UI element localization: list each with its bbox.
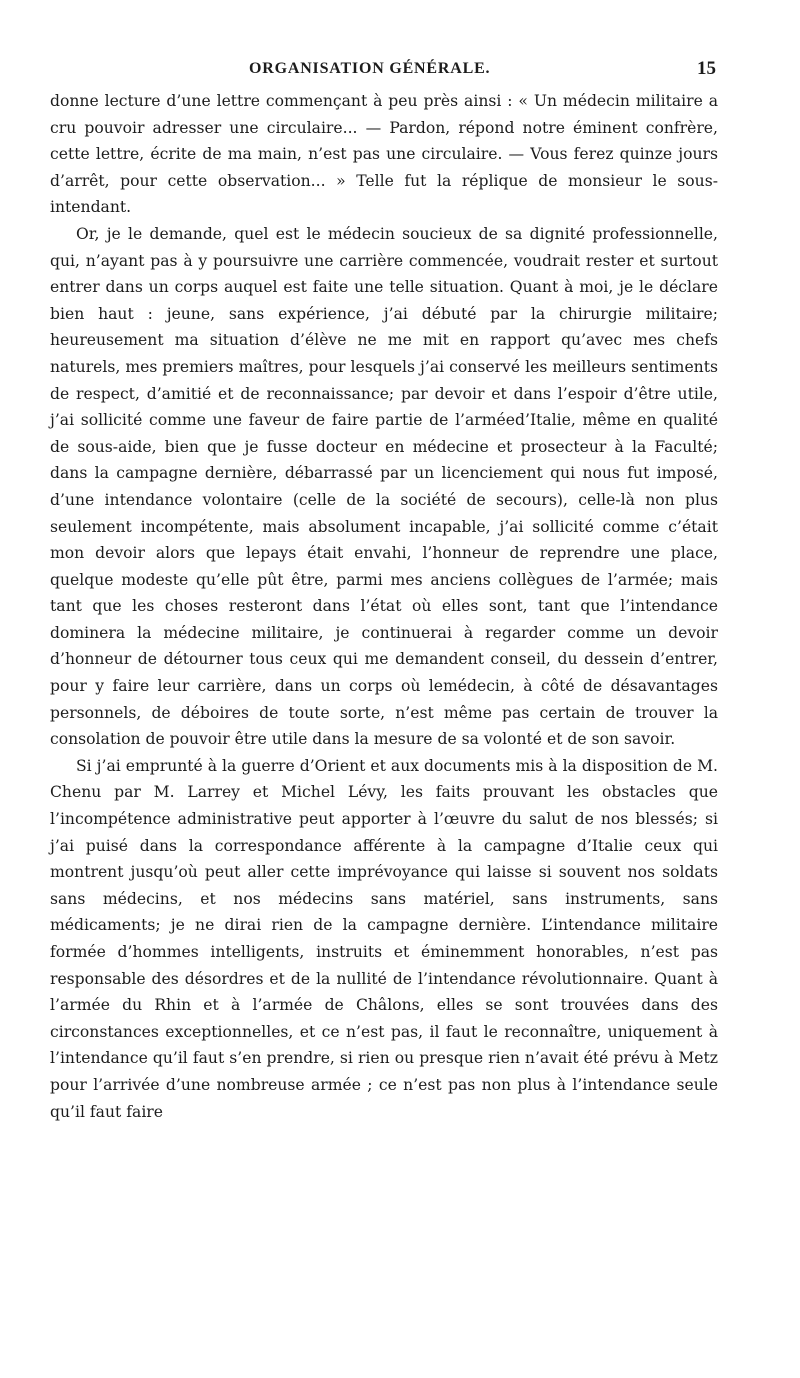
running-title: ORGANISATION GÉNÉRALE. [249, 60, 491, 77]
page-number: 15 [697, 58, 716, 79]
paragraph: donne lecture d’une lettre commençant à peu près ainsi : « Un médecin militaire a cru pouvoir adresser une circulaire... — Pardon, répond notre éminent confrère, cette lettre, écrite de ma main, n’est pas une circulaire. — Vous ferez quinze jours d’arrêt, pour cette observation... » Telle fut la réplique de monsieur le sous-intendant. [50, 92, 718, 217]
running-head [50, 58, 718, 88]
page-content [50, 58, 718, 1125]
paragraph: Si j’ai emprunté à la guerre d’Orient et aux documents mis à la disposition de M. Chenu par M. Larrey et Michel Lévy, les faits prouvant les obstacles que l’incompétence administrative peut apporter à l’œuvre du salut de nos blessés; si j’ai puisé dans la correspondance afférente à la campagne d’Italie ceux qui montrent jusqu’où peut aller cette imprévoyance qui laisse si souvent nos soldats sans médecins, et nos médecins sans matériel, sans instruments, sans médicaments; je ne dirai rien de la campagne dernière. L’intendance militaire formée d’hommes intelligents, instruits et éminemment honorables, n’est pas responsable des désordres et de la nullité de l’intendance révolutionnaire. Quant à l’armée du Rhin et à l’armée de Châlons, elles se sont trouvées dans des circonstances exceptionnelles, et ce n’est pas, il faut le reconnaître, uniquement à l’intendance qu’il faut s’en prendre, si rien ou presque rien n’avait été prévu à Metz pour l’arrivée d’une nombreuse armée ; ce n’est pas non plus à l’intendance seule qu’il faut faire [50, 756, 718, 1121]
paragraph: Or, je le demande, quel est le médecin soucieux de sa dignité professionnelle, qui, n’ayant pas à y poursuivre une carrière commencée, voudrait rester et surtout entrer dans un corps auquel est faite une telle situation. Quant à moi, je le déclare bien haut : jeune, sans expérience, j’ai débuté par la chirurgie militaire; heureusement ma situation d’élève ne me mit en rapport qu’avec mes chefs naturels, mes premiers maîtres, pour lesquels j’ai conservé les meilleurs sentiments de respect, d’amitié et de reconnaissance; par devoir et dans l’espoir d’être utile, j’ai sollicité comme une faveur de faire partie de l’arméed’Italie, même en qualité de sous-aide, bien que je fusse docteur en médecine et prosecteur à la Faculté; dans la campagne dernière, débarrassé par un licenciement qui nous fut imposé, d’une intendance volontaire (celle de la société de secours), celle-là non plus seulement incompétente, mais absolument incapable, j’ai sollicité comme c’était mon devoir alors que lepays était envahi, l’honneur de reprendre une place, quelque modeste qu’elle pût être, parmi mes anciens collègues de l’armée; mais tant que les choses resteront dans l’état où elles sont, tant que l’intendance dominera la médecine militaire, je continuerai à regarder comme un devoir d’honneur de détourner tous ceux qui me demandent conseil, du dessein d’entrer, pour y faire leur carrière, dans un corps où lemédecin, à côté de désavantages personnels, de déboires de toute sorte, n’est même pas certain de trouver la consolation de pouvoir être utile dans la mesure de sa volonté et de son savoir. [50, 224, 718, 749]
body-text [50, 88, 718, 1125]
